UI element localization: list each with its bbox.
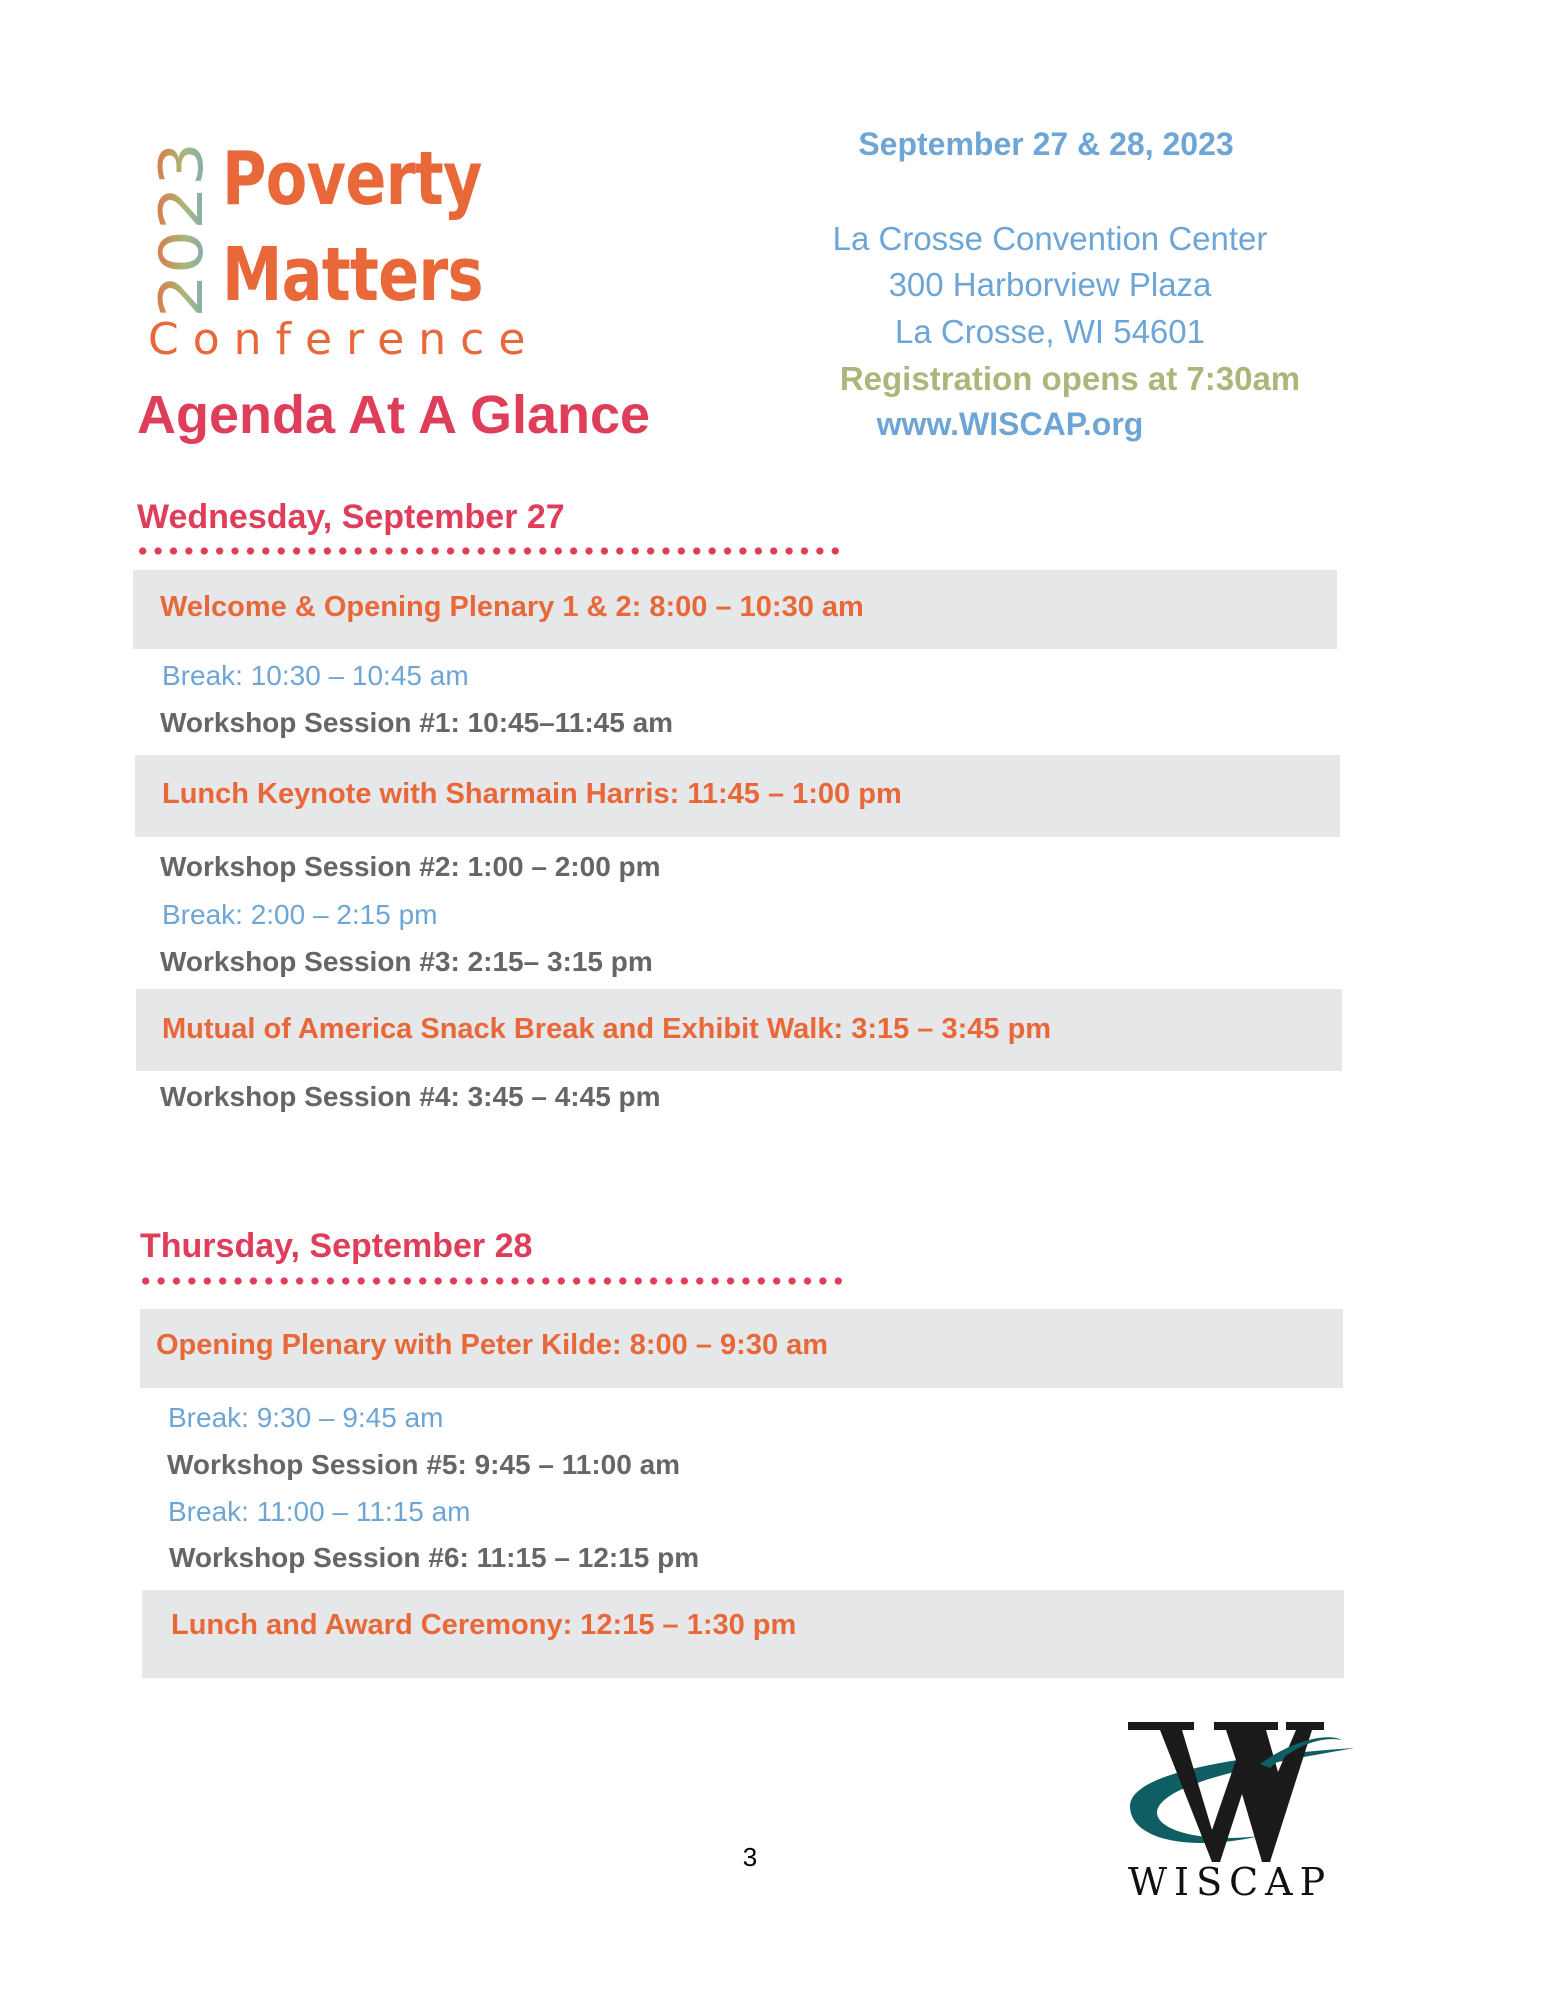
event-registration: Registration opens at 7:30am [839,360,1301,397]
event-address-line2: La Crosse, WI 54601 [895,313,1205,350]
logo-word-poverty: Poverty [222,136,482,222]
agenda-workshop-session: Workshop Session #5: 9:45 – 11:00 am [167,1449,681,1480]
agenda-item-snack-break: Mutual of America Snack Break and Exhibit Walk: 3:15 – 3:45 pm [162,1013,1052,1045]
agenda-break: Break: 2:00 – 2:15 pm [162,899,438,930]
page-number: 3 [742,1842,758,1872]
event-website-link[interactable]: www.WISCAP.org [876,406,1144,442]
event-dates: September 27 & 28, 2023 [858,126,1234,162]
agenda-workshop-session: Workshop Session #2: 1:00 – 2:00 pm [160,851,661,882]
logo-word-conference: Conference [148,314,540,365]
agenda-break: Break: 9:30 – 9:45 am [168,1402,444,1433]
agenda-workshop-session: Workshop Session #3: 2:15– 3:15 pm [160,946,653,977]
agenda-workshop-session: Workshop Session #1: 10:45–11:45 am [160,707,674,738]
logo-word-matters: Matters [222,232,483,318]
dotted-divider [138,1277,846,1285]
day-heading-thursday: Thursday, September 28 [140,1227,533,1265]
day-heading-wednesday: Wednesday, September 27 [137,498,565,536]
dotted-divider [135,547,843,555]
agenda-break: Break: 10:30 – 10:45 am [162,660,469,691]
agenda-break: Break: 11:00 – 11:15 am [168,1496,471,1527]
agenda-item-opening-plenary-thursday: Opening Plenary with Peter Kilde: 8:00 – 9:30 am [156,1329,829,1361]
event-venue: La Crosse Convention Center [832,220,1268,257]
agenda-workshop-session: Workshop Session #4: 3:45 – 4:45 pm [160,1081,661,1112]
page-title: Agenda At A Glance [137,385,651,445]
logo-year-text: 2023 [147,165,217,318]
agenda-item-lunch-award: Lunch and Award Ceremony: 12:15 – 1:30 pm [171,1609,797,1641]
agenda-item-opening-plenary: Welcome & Opening Plenary 1 & 2: 8:00 – 10:30 am [160,591,864,623]
wiscap-wordmark: WISCAP [1128,1860,1333,1904]
logo-year [140,140,220,320]
agenda-item-lunch-keynote: Lunch Keynote with Sharmain Harris: 11:45 – 1:00 pm [162,778,902,810]
agenda-workshop-session: Workshop Session #6: 11:15 – 12:15 pm [169,1542,700,1573]
event-address-line1: 300 Harborview Plaza [888,266,1212,303]
